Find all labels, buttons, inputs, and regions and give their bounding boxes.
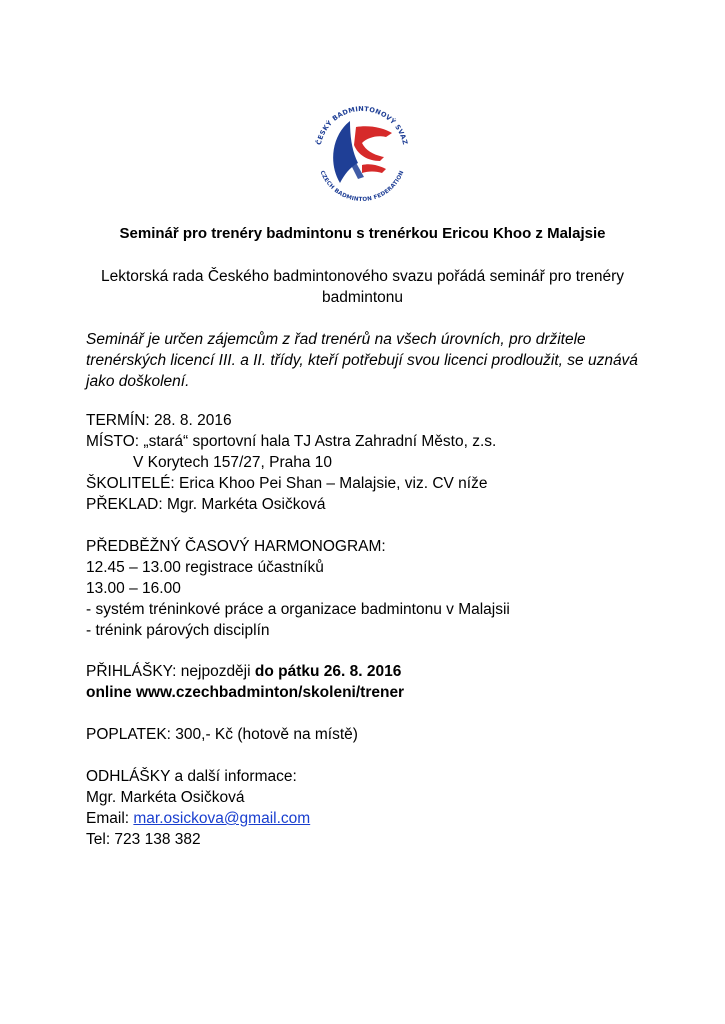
logo-blue-shape (333, 121, 358, 183)
schedule-item: - trénink párových disciplín (86, 622, 270, 639)
intro-text: Lektorská rada Českého badmintonového svazu pořádá seminář pro trenéry badmintonu (101, 268, 624, 306)
logo-arc-top-text: ČESKÝ BADMINTONOVÝ SVAZ (314, 104, 410, 146)
termin-line: TERMÍN: 28. 8. 2016 (86, 412, 232, 429)
misto-address-line: V Korytech 157/27, Praha 10 (133, 454, 333, 471)
logo-arc-bottom-text: CZECH BADMINTON FEDERATION (318, 169, 406, 204)
contact-tel: Tel: 723 138 382 (86, 831, 201, 848)
contact-email-line (86, 808, 310, 829)
registration-deadline: do pátku 26. 8. 2016 (254, 663, 402, 680)
misto-line: MÍSTO: „stará“ sportovní hala TJ Astra Zahradní Město, z.s. (86, 433, 497, 450)
logo-red-shape (354, 126, 392, 161)
contact-name: Mgr. Markéta Osičková (86, 789, 245, 806)
contact-heading: ODHLÁŠKY a další informace: (86, 768, 297, 785)
preklad-line: PŘEKLAD: Mgr. Markéta Osičková (86, 496, 326, 513)
description-text: Seminář je určen zájemcům z řad trenérů na všech úrovních, pro držitele trenérských licencí III. a II. třídy, kteří potřebují svou licenci prodloužit, se uznává jako doškolení. (86, 331, 638, 390)
email-link[interactable]: mar.osickova@gmail.com (133, 810, 311, 827)
logo-red-lower-shape (362, 164, 386, 173)
registration-label: PŘIHLÁŠKY: nejpozději (86, 663, 255, 680)
schedule-item: - systém tréninkové práce a organizace badmintonu v Malajsii (86, 601, 510, 618)
fee-line: POPLATEK: 300,- Kč (hotově na místě) (86, 726, 358, 743)
czech-badminton-federation-logo (306, 97, 418, 209)
skolitele-line: ŠKOLITELÉ: Erica Khoo Pei Shan – Malajsie, viz. CV níže (86, 475, 488, 492)
email-label: Email: (86, 810, 134, 827)
registration-online-line: online www.czechbadminton/skoleni/trener (86, 684, 405, 701)
schedule-heading: PŘEDBĚŽNÝ ČASOVÝ HARMONOGRAM: (86, 538, 386, 555)
schedule-item: 12.45 – 13.00 registrace účastníků (86, 559, 324, 576)
schedule-item: 13.00 – 16.00 (86, 580, 181, 597)
document-title: Seminář pro trenéry badmintonu s trenérkou Ericou Khoo z Malajsie (119, 225, 606, 242)
registration-line (86, 661, 401, 682)
